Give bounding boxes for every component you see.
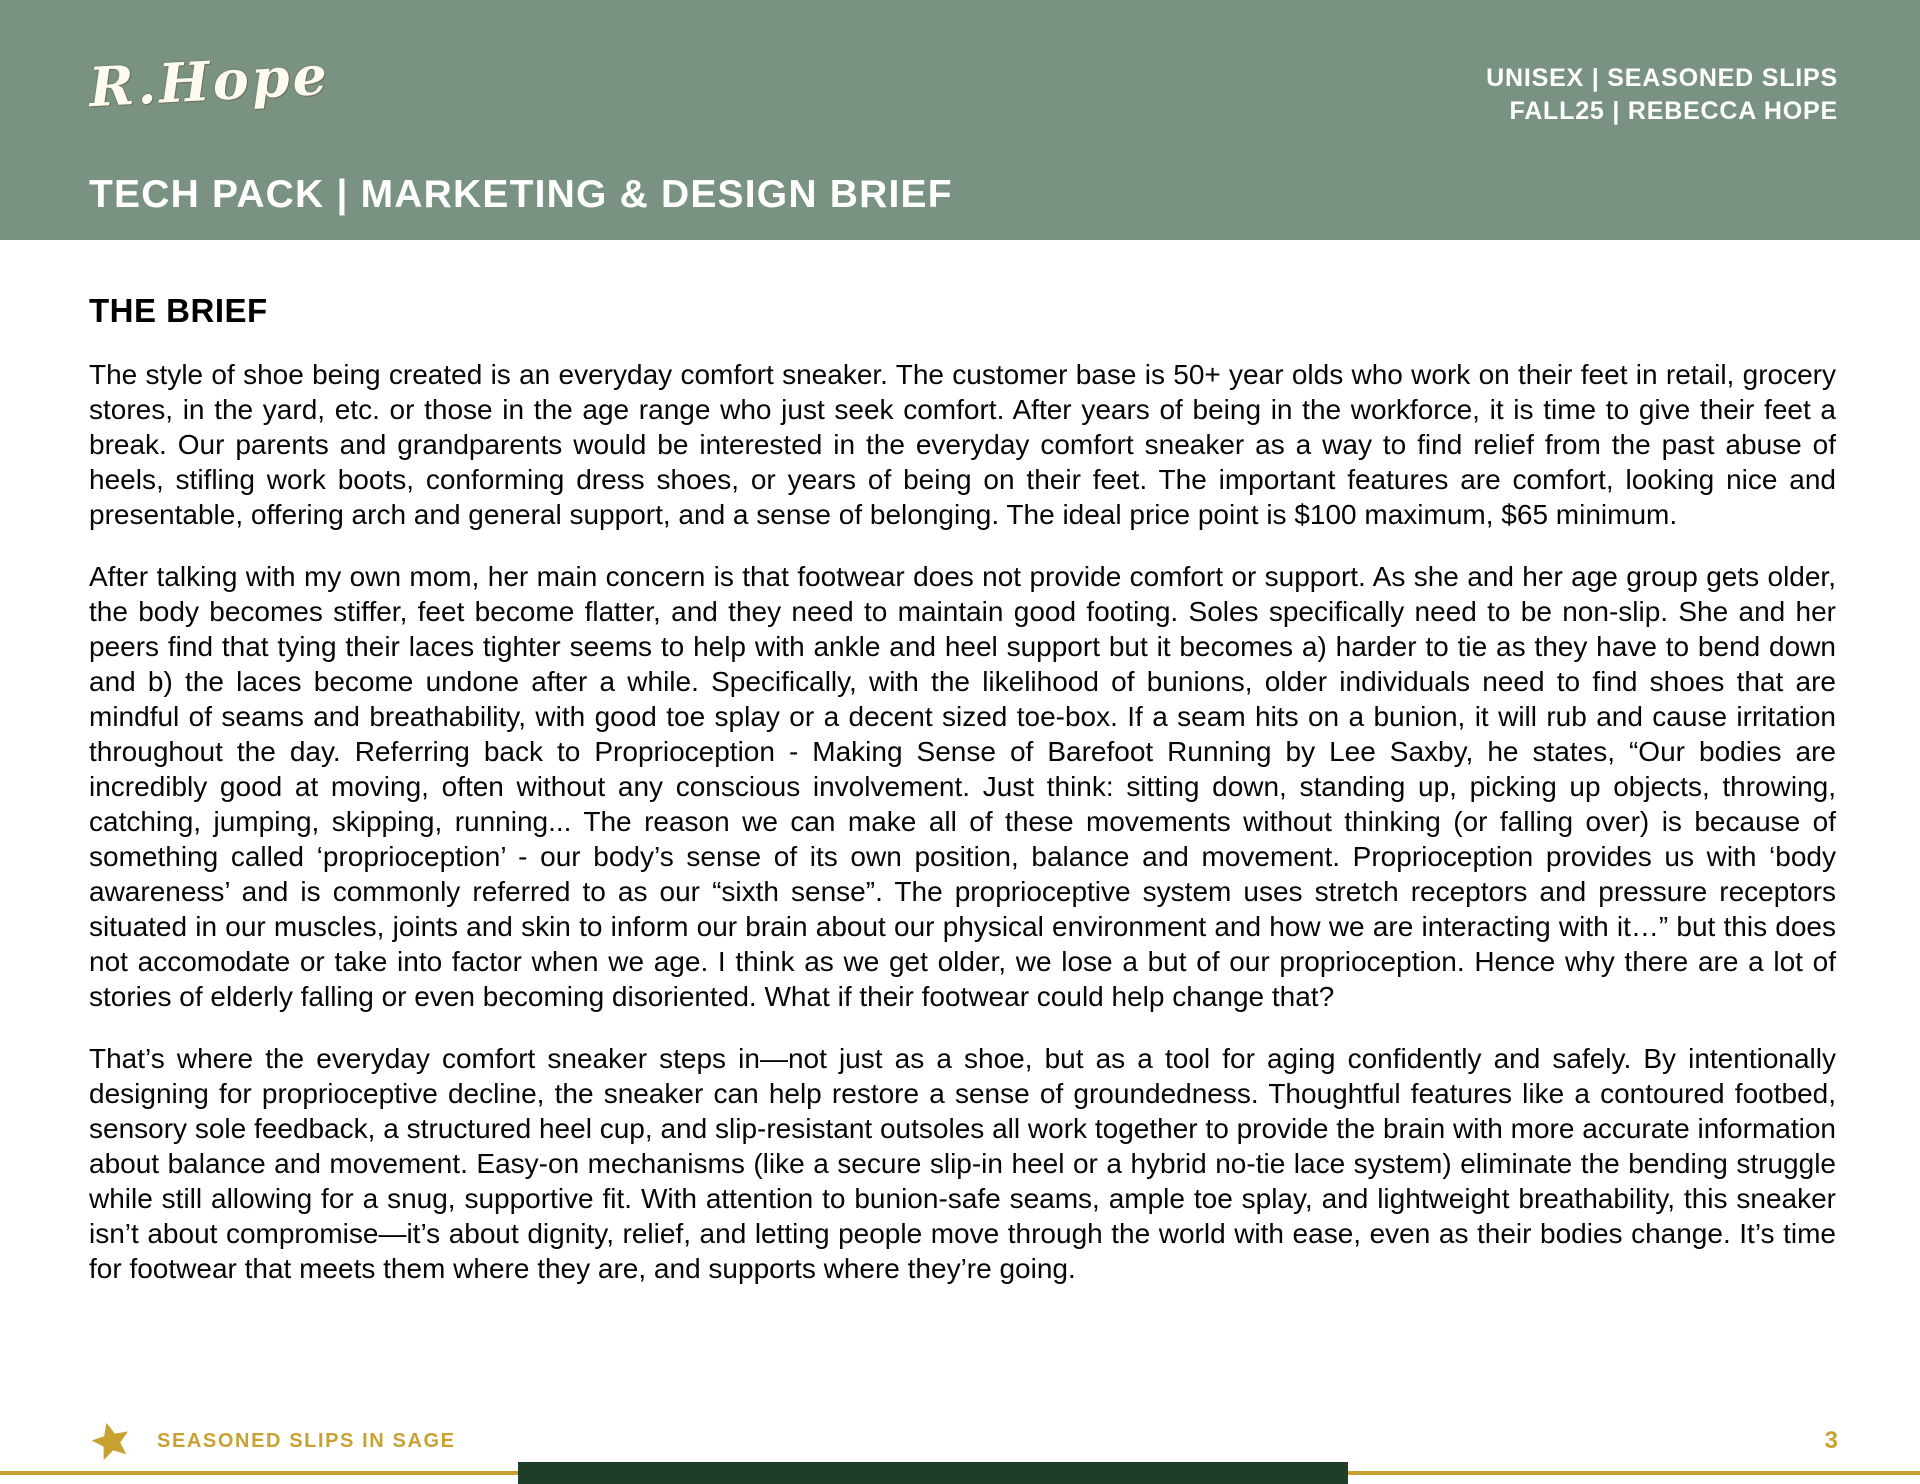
header-meta [1486,62,1838,128]
page-number: 3 [1824,1427,1838,1454]
footer-label: SEASONED SLIPS IN SAGE [157,1429,456,1452]
brief-heading: THE BRIEF [89,292,268,329]
footer-green-bar [518,1462,1348,1484]
header-meta-line2: FALL25 | REBECCA HOPE [1509,97,1838,125]
header-band [0,0,1920,240]
rhope-logo: R.Hope [87,42,332,120]
header-top-row [87,42,1838,128]
footer-row [89,1418,1838,1464]
page-title: TECH PACK | MARKETING & DESIGN BRIEF [89,173,953,216]
brief-paragraph-3: That’s where the everyday comfort sneaker steps in—not just as a shoe, but as a tool for aging confidently and safely. By intentionally designing for proprioceptive decline, the sneaker can help restore a sense of groundedness. Thoughtful features like a contoured footbed, sensory sole feedback, a structured heel cup, and slip-resistant outsoles all work together to provide the brain with more accurate information about balance and movement. Easy-on mechanisms (like a secure slip-in heel or a hybrid no-tie lace system) eliminate the bending struggle while still allowing for a snug, supportive fit. With attention to bunion-safe seams, ample toe splay, and lightweight breathability, this sneaker isn’t about compromise—it’s about dignity, relief, and letting people move through the world with ease, even as their bodies change. It’s time for footwear that meets them where they are, and supports where they’re going. [89,1043,1836,1284]
header-meta-line1: UNISEX | SEASONED SLIPS [1486,64,1838,92]
star-icon [84,1414,137,1467]
brief-paragraph-1: The style of shoe being created is an everyday comfort sneaker. The customer base is 50+ year olds who work on their feet in retail, grocery stores, in the yard, etc. or those in the age range who just seek comfort. After years of being in the workforce, it is time to give their feet a break. Our parents and grandparents would be interested in the everyday comfort sneaker as a way to find relief from the past abuse of heels, stifling work boots, conforming dress shoes, or years of being on their feet. The important features are comfort, looking nice and presentable, offering arch and general support, and a sense of belonging. The ideal price point is $100 maximum, $65 minimum. [89,359,1836,530]
brief-paragraph-2: After talking with my own mom, her main concern is that footwear does not provide comfort or support. As she and her age group gets older, the body becomes stiffer, feet become flatter, and they need to maintain good footing. Soles specifically need to be non-slip. She and her peers find that tying their laces tighter seems to help with ankle and heel support but it becomes a) harder to tie as they have to bend down and b) the laces become undone after a while. Specifically, with the likelihood of bunions, older individuals need to find shoes that are mindful of seams and breathability, with good toe splay or a decent sized toe-box. If a seam hits on a bunion, it will rub and cause irritation throughout the day. Referring back to Proprioception - Making Sense of Barefoot Running by Lee Saxby, he states, “Our bodies are incredibly good at moving, often without any conscious involvement. Just think: sitting down, standing up, picking up objects, throwing, catching, jumping, skipping, running... The reason we can make all of these movements without thinking (or falling over) is because of something called ‘proprioception’ - our body’s sense of its own position, balance and movement. Proprioception provides us with ‘body awareness’ and is commonly referred to as our “sixth sense”. The proprioceptive system uses stretch receptors and pressure receptors situated in our muscles, joints and skin to inform our brain about our physical environment and how we are interacting with it…” but this does not accomodate or take into factor when we age. I think as we get older, we lose a but of our proprioception. Hence why there are a lot of stories of elderly falling or even becoming disoriented. What if their footwear could help change that? [89,561,1836,1012]
brief-section [89,240,1836,1286]
